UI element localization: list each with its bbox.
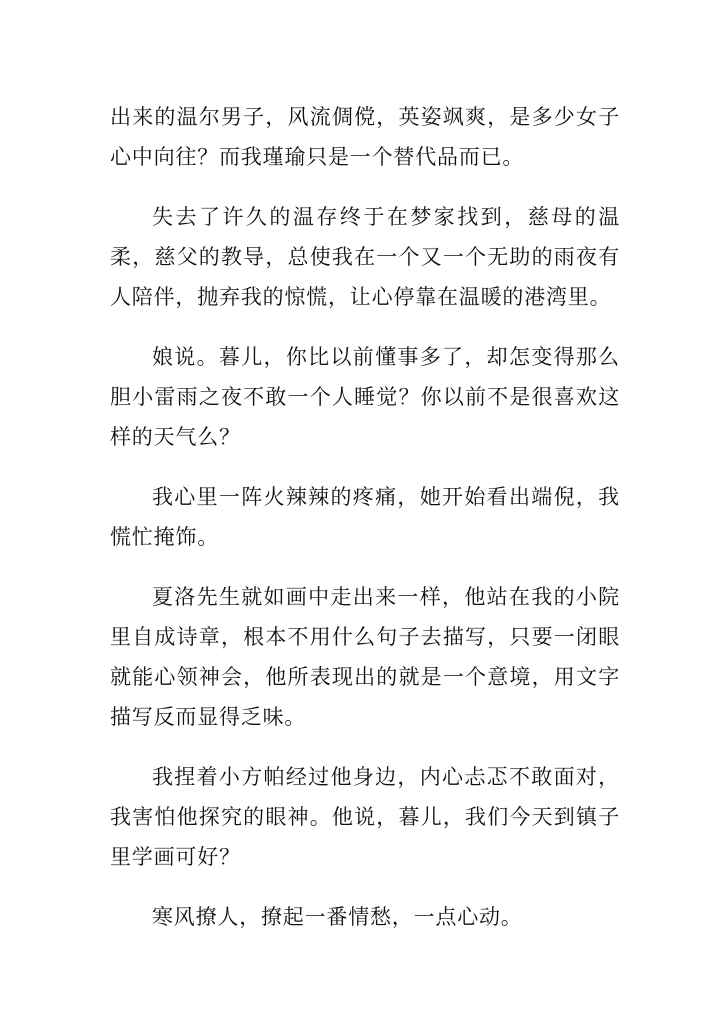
paragraph: 娘说。暮儿，你比以前懂事多了，却怎变得那么胆小雷雨之夜不敢一个人睡觉？你以前不是很喜欢这样的天气么？ [110,345,620,449]
paragraph: 夏洛先生就如画中走出来一样，他站在我的小院里自成诗章，根本不用什么句子去描写，只要一闭眼就能心领神会，他所表现出的就是一个意境，用文字描写反而显得乏味。 [110,585,620,729]
paragraph-continuation: 出来的温尔男子，风流倜傥，英姿飒爽，是多少女子心中向往？而我瑾瑜只是一个替代品而已。 [110,105,620,169]
paragraph: 寒风撩人，撩起一番情愁，一点心动。 [152,905,523,929]
paragraph: 我捏着小方帕经过他身边，内心忐忑不敢面对，我害怕他探究的眼神。他说，暮儿，我们今天到镇子里学画可好？ [110,765,620,869]
paragraph: 失去了许久的温存终于在梦家找到，慈母的温柔，慈父的教导，总使我在一个又一个无助的雨夜有人陪伴，抛弃我的惊慌，让心停靠在温暖的港湾里。 [110,205,620,309]
document-body [110,97,620,957]
paragraph: 我心里一阵火辣辣的疼痛，她开始看出端倪，我慌忙掩饰。 [110,485,620,549]
